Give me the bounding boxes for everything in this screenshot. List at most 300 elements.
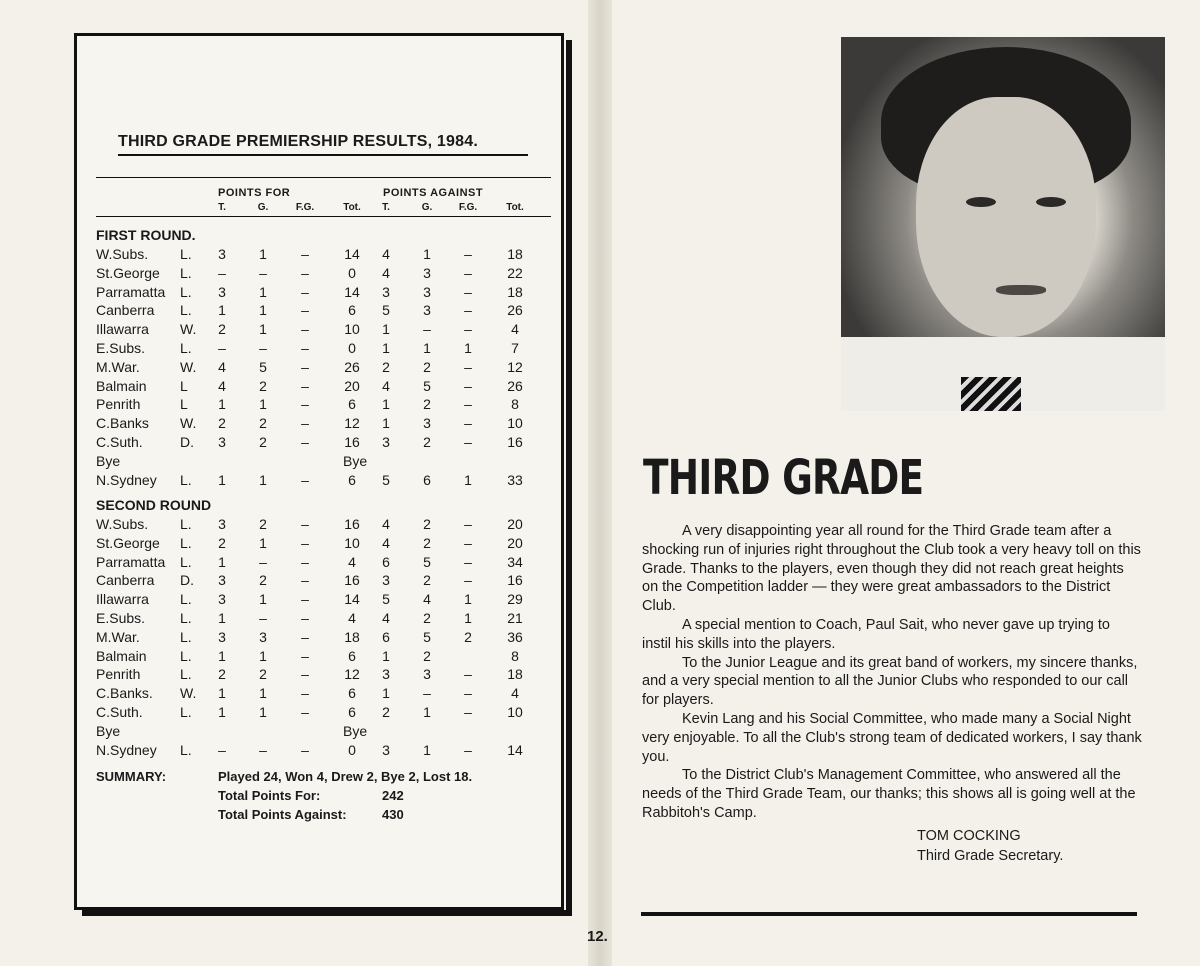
- score-cell: 2: [218, 321, 226, 338]
- team-name: C.Banks: [96, 415, 149, 432]
- column-subheader: G.: [257, 202, 269, 213]
- score-cell: 1: [218, 647, 226, 664]
- score-cell: 6: [348, 396, 356, 413]
- team-name: Illawarra: [96, 591, 149, 608]
- score-cell: –: [464, 321, 472, 338]
- table-row: [0, 321, 600, 340]
- team-name: Penrith: [96, 396, 141, 413]
- result: L: [180, 377, 188, 394]
- score-cell: 1: [464, 591, 472, 608]
- signature-title: Third Grade Secretary.: [917, 848, 1064, 864]
- score-cell: –: [301, 591, 309, 608]
- score-cell: 6: [348, 302, 356, 319]
- team-name: E.Subs.: [96, 340, 146, 356]
- score-cell: 2: [423, 516, 431, 532]
- team-name: Bye: [96, 452, 121, 469]
- result: L: [180, 396, 188, 413]
- score-cell: –: [301, 340, 309, 356]
- score-cell: –: [464, 704, 472, 720]
- points-for-total-label: Total Points For:: [218, 788, 321, 803]
- score-cell: 3: [423, 283, 431, 300]
- table-row: [0, 610, 600, 629]
- table-row: [0, 704, 600, 723]
- score-cell: –: [301, 358, 309, 375]
- score-cell: –: [301, 246, 309, 262]
- score-cell: –: [301, 628, 309, 645]
- score-cell: 1: [382, 321, 390, 338]
- score-cell: –: [301, 610, 309, 626]
- header-bottom-rule: [96, 216, 551, 217]
- team-name: C.Suth.: [96, 704, 143, 720]
- column-subheader: T.: [218, 202, 226, 213]
- score-cell: –: [464, 246, 472, 262]
- score-cell: 6: [348, 704, 356, 720]
- table-row: [0, 554, 600, 573]
- score-cell: 1: [423, 340, 431, 356]
- score-cell: 1: [464, 610, 472, 626]
- score-cell: 2: [423, 572, 431, 589]
- score-cell: –: [423, 321, 431, 338]
- team-name: St.George: [96, 264, 160, 281]
- table-row: [0, 648, 600, 667]
- score-cell: 18: [507, 666, 523, 683]
- score-cell: 1: [218, 302, 226, 319]
- team-name: C.Suth.: [96, 434, 143, 450]
- team-name: St.George: [96, 534, 160, 551]
- table-row: [0, 265, 600, 284]
- score-cell: 6: [423, 471, 431, 488]
- score-cell: 6: [382, 628, 390, 645]
- score-cell: 8: [511, 396, 519, 413]
- score-cell: 1: [382, 340, 390, 356]
- score-cell: –: [301, 396, 309, 413]
- team-name: Canberra: [96, 572, 155, 589]
- score-cell: 14: [344, 246, 360, 262]
- score-cell: 16: [507, 434, 523, 450]
- title-underline: [118, 154, 528, 156]
- score-cell: 5: [382, 471, 390, 488]
- team-name: Parramatta: [96, 553, 166, 570]
- score-cell: 18: [507, 283, 523, 300]
- score-cell: 2: [259, 415, 267, 432]
- article-heading: THIRD GRADE: [643, 450, 924, 506]
- score-cell: –: [464, 666, 472, 683]
- score-cell: –: [464, 358, 472, 375]
- paragraph-1: A very disappointing year all round for the Third Grade team after a shocking run of injuries right throughout the Club took a very heavy toll on this Grade. Thanks to the players, even though they did not reach great heights on the Competition ladder — they were great ambassadors to the District Club.: [642, 523, 1141, 615]
- score-cell: 14: [507, 741, 523, 758]
- score-cell: 2: [259, 516, 267, 532]
- score-cell: –: [259, 340, 267, 356]
- score-cell: 12: [507, 358, 523, 375]
- score-cell: 1: [259, 471, 267, 488]
- score-cell: 3: [218, 628, 226, 645]
- score-cell: –: [301, 302, 309, 319]
- score-cell: 8: [511, 647, 519, 664]
- paragraph-5: To the District Club's Management Committee, who answered all the needs of the Third Grade Team, our thanks; this shows all is going well at the Rabbitoh's Camp.: [642, 767, 1136, 821]
- score-cell: –: [423, 685, 431, 702]
- score-cell: 2: [423, 358, 431, 375]
- result: L.: [180, 516, 192, 532]
- score-cell: 20: [507, 534, 523, 551]
- score-cell: 5: [382, 591, 390, 608]
- result: W.: [180, 358, 197, 375]
- score-cell: 1: [259, 246, 267, 262]
- score-cell: 1: [259, 647, 267, 664]
- score-cell: 18: [507, 246, 523, 262]
- points-for-header: POINTS FOR: [218, 187, 291, 199]
- score-cell: –: [259, 610, 267, 626]
- score-cell: –: [259, 741, 267, 758]
- score-cell: 2: [423, 434, 431, 450]
- score-cell: –: [301, 553, 309, 570]
- score-cell: 33: [507, 471, 523, 488]
- score-cell: –: [301, 264, 309, 281]
- team-name: M.War.: [96, 358, 140, 375]
- team-name: E.Subs.: [96, 610, 146, 626]
- result: D.: [180, 572, 194, 589]
- team-name: N.Sydney: [96, 741, 157, 758]
- score-cell: 10: [507, 415, 523, 432]
- team-name: C.Banks.: [96, 685, 153, 702]
- score-cell: –: [464, 516, 472, 532]
- signature-name: TOM COCKING: [917, 828, 1021, 844]
- score-cell: –: [301, 377, 309, 394]
- table-row: [0, 742, 600, 761]
- score-cell: 3: [423, 415, 431, 432]
- photo-tie: [961, 377, 1021, 411]
- score-cell: –: [464, 415, 472, 432]
- score-cell: 5: [423, 553, 431, 570]
- result: L.: [180, 340, 192, 356]
- score-cell: 1: [218, 704, 226, 720]
- score-cell: –: [301, 666, 309, 683]
- score-cell: 2: [382, 358, 390, 375]
- team-name: Penrith: [96, 666, 141, 683]
- score-cell: 16: [507, 572, 523, 589]
- score-cell: 1: [259, 685, 267, 702]
- points-against-total-label: Total Points Against:: [218, 807, 347, 822]
- score-cell: 4: [348, 553, 356, 570]
- score-cell: 4: [348, 610, 356, 626]
- summary-label: SUMMARY:: [96, 769, 167, 784]
- score-cell: 3: [382, 666, 390, 683]
- result: W.: [180, 321, 197, 338]
- result: L.: [180, 471, 192, 488]
- score-cell: 1: [423, 246, 431, 262]
- score-cell: 3: [423, 302, 431, 319]
- team-name: Balmain: [96, 647, 147, 664]
- points-against-total: 430: [382, 807, 404, 822]
- score-cell: 1: [382, 685, 390, 702]
- table-row: [0, 666, 600, 685]
- paragraph-4: Kevin Lang and his Social Committee, who made many a Social Night very enjoyable. To all the Club's strong team of dedicated workers, I say thank you.: [642, 710, 1142, 765]
- score-cell: 7: [511, 340, 519, 356]
- result: W.: [180, 685, 197, 702]
- score-cell: –: [301, 741, 309, 758]
- result: L.: [180, 264, 192, 281]
- table-row: [0, 591, 600, 610]
- score-cell: 2: [218, 666, 226, 683]
- score-cell: 3: [218, 283, 226, 300]
- team-name: W.Subs.: [96, 516, 149, 532]
- column-subheader: G.: [421, 202, 433, 213]
- score-cell: 2: [423, 647, 431, 664]
- score-cell: 1: [218, 396, 226, 413]
- score-cell: 0: [348, 741, 356, 758]
- column-subheader: Tot.: [506, 202, 524, 213]
- score-cell: –: [218, 741, 226, 758]
- score-cell: 3: [259, 628, 267, 645]
- result: L.: [180, 553, 192, 570]
- score-cell: 3: [382, 283, 390, 300]
- score-cell: 1: [218, 553, 226, 570]
- table-row: [0, 572, 600, 591]
- score-cell: 1: [423, 704, 431, 720]
- team-name: Illawarra: [96, 321, 149, 338]
- score-cell: Bye: [343, 452, 368, 469]
- result: L.: [180, 283, 192, 300]
- points-for-total: 242: [382, 788, 404, 803]
- score-cell: 4: [423, 591, 431, 608]
- score-cell: –: [301, 516, 309, 532]
- page-gutter: [588, 0, 612, 966]
- summary-record: Played 24, Won 4, Drew 2, Bye 2, Lost 18.: [218, 769, 473, 784]
- score-cell: 2: [382, 704, 390, 720]
- score-cell: 18: [344, 628, 360, 645]
- score-cell: 12: [344, 666, 360, 683]
- column-subheader: F.G.: [458, 202, 478, 213]
- score-cell: –: [301, 572, 309, 589]
- score-cell: 4: [511, 685, 519, 702]
- score-cell: –: [301, 647, 309, 664]
- score-cell: 2: [218, 415, 226, 432]
- score-cell: 3: [382, 572, 390, 589]
- score-cell: 2: [423, 534, 431, 551]
- score-cell: –: [301, 283, 309, 300]
- score-cell: 2: [259, 572, 267, 589]
- table-row: [0, 396, 600, 415]
- table-row: [0, 516, 600, 535]
- score-cell: 1: [382, 415, 390, 432]
- score-cell: 3: [382, 434, 390, 450]
- score-cell: 16: [344, 516, 360, 532]
- score-cell: –: [259, 264, 267, 281]
- frame-shadow-bottom: [82, 910, 572, 916]
- score-cell: –: [218, 264, 226, 281]
- score-cell: 1: [259, 283, 267, 300]
- score-cell: 2: [464, 628, 472, 645]
- score-cell: 4: [382, 377, 390, 394]
- score-cell: 3: [218, 516, 226, 532]
- score-cell: 1: [218, 610, 226, 626]
- score-cell: 4: [382, 246, 390, 262]
- points-against-header: POINTS AGAINST: [383, 187, 484, 199]
- score-cell: 6: [348, 647, 356, 664]
- score-cell: 2: [259, 434, 267, 450]
- score-cell: –: [464, 572, 472, 589]
- score-cell: –: [301, 685, 309, 702]
- score-cell: 1: [382, 396, 390, 413]
- team-name: N.Sydney: [96, 471, 157, 488]
- score-cell: –: [464, 264, 472, 281]
- score-cell: 1: [259, 396, 267, 413]
- team-name: M.War.: [96, 628, 140, 645]
- score-cell: –: [464, 434, 472, 450]
- score-cell: 2: [423, 396, 431, 413]
- result: L.: [180, 610, 192, 626]
- score-cell: –: [464, 534, 472, 551]
- result: L.: [180, 628, 192, 645]
- result: L.: [180, 647, 192, 664]
- score-cell: 1: [218, 471, 226, 488]
- portrait-photo: [841, 37, 1165, 411]
- score-cell: 12: [344, 415, 360, 432]
- result: L.: [180, 704, 192, 720]
- score-cell: 26: [507, 377, 523, 394]
- score-cell: 10: [344, 321, 360, 338]
- table-row: [0, 302, 600, 321]
- result: D.: [180, 434, 194, 450]
- score-cell: 2: [218, 534, 226, 551]
- score-cell: 4: [218, 358, 226, 375]
- score-cell: 1: [464, 471, 472, 488]
- score-cell: 4: [382, 610, 390, 626]
- score-cell: 4: [218, 377, 226, 394]
- score-cell: –: [464, 741, 472, 758]
- team-name: Parramatta: [96, 283, 166, 300]
- table-row: [0, 359, 600, 378]
- score-cell: 22: [507, 264, 523, 281]
- score-cell: 1: [259, 591, 267, 608]
- result: W.: [180, 415, 197, 432]
- score-cell: –: [464, 396, 472, 413]
- column-subheader: Tot.: [343, 202, 361, 213]
- score-cell: –: [301, 434, 309, 450]
- team-name: Canberra: [96, 302, 155, 319]
- score-cell: 29: [507, 591, 523, 608]
- score-cell: 21: [507, 610, 523, 626]
- result: L.: [180, 246, 192, 262]
- table-row: [0, 453, 600, 472]
- score-cell: 5: [259, 358, 267, 375]
- score-cell: 1: [423, 741, 431, 758]
- photo-mouth: [996, 285, 1046, 295]
- score-cell: –: [301, 704, 309, 720]
- team-name: W.Subs.: [96, 246, 149, 262]
- table-row: [0, 246, 600, 265]
- score-cell: 36: [507, 628, 523, 645]
- score-cell: 1: [218, 685, 226, 702]
- score-cell: 0: [348, 340, 356, 356]
- score-cell: 0: [348, 264, 356, 281]
- column-subheader: F.G.: [295, 202, 315, 213]
- score-cell: 1: [259, 321, 267, 338]
- table-row: [0, 535, 600, 554]
- score-cell: 10: [507, 704, 523, 720]
- score-cell: 6: [382, 553, 390, 570]
- score-cell: 4: [382, 516, 390, 532]
- page-number: 12.: [587, 928, 608, 945]
- table-row: [0, 685, 600, 704]
- column-subheader: T.: [382, 202, 390, 213]
- table-row: [0, 284, 600, 303]
- score-cell: –: [464, 685, 472, 702]
- score-cell: 3: [218, 246, 226, 262]
- score-cell: 34: [507, 553, 523, 570]
- score-cell: –: [301, 415, 309, 432]
- score-cell: 14: [344, 591, 360, 608]
- score-cell: 10: [344, 534, 360, 551]
- score-cell: 5: [382, 302, 390, 319]
- score-cell: 20: [507, 516, 523, 532]
- score-cell: 3: [423, 666, 431, 683]
- score-cell: –: [301, 534, 309, 551]
- score-cell: 1: [382, 647, 390, 664]
- score-cell: –: [464, 553, 472, 570]
- score-cell: 3: [382, 741, 390, 758]
- table-row: [0, 472, 600, 491]
- result: L.: [180, 534, 192, 551]
- article-body: [642, 522, 1142, 823]
- score-cell: –: [218, 340, 226, 356]
- first-round-label: FIRST ROUND.: [96, 227, 196, 243]
- table-row: [0, 415, 600, 434]
- score-cell: 3: [218, 434, 226, 450]
- result: L.: [180, 591, 192, 608]
- photo-eye-left: [966, 197, 996, 207]
- score-cell: 6: [348, 685, 356, 702]
- team-name: Bye: [96, 722, 121, 739]
- score-cell: 4: [382, 264, 390, 281]
- table-row: [0, 340, 600, 359]
- score-cell: 26: [344, 358, 360, 375]
- score-cell: 5: [423, 377, 431, 394]
- result: L.: [180, 302, 192, 319]
- results-title: THIRD GRADE PREMIERSHIP RESULTS, 1984.: [118, 133, 478, 150]
- score-cell: 1: [259, 534, 267, 551]
- score-cell: 6: [348, 471, 356, 488]
- score-cell: –: [259, 553, 267, 570]
- score-cell: 1: [464, 340, 472, 356]
- table-top-rule: [96, 177, 551, 178]
- photo-eye-right: [1036, 197, 1066, 207]
- score-cell: –: [301, 321, 309, 338]
- score-cell: 16: [344, 434, 360, 450]
- team-name: Balmain: [96, 377, 147, 394]
- score-cell: 2: [259, 377, 267, 394]
- score-cell: –: [464, 302, 472, 319]
- score-cell: –: [464, 283, 472, 300]
- bottom-rule: [641, 912, 1137, 916]
- score-cell: 5: [423, 628, 431, 645]
- second-round-label: SECOND ROUND: [96, 497, 212, 513]
- result: L.: [180, 666, 192, 683]
- score-cell: 4: [511, 321, 519, 338]
- score-cell: 3: [423, 264, 431, 281]
- score-cell: –: [464, 377, 472, 394]
- score-cell: Bye: [343, 722, 368, 739]
- score-cell: 14: [344, 283, 360, 300]
- score-cell: 3: [218, 572, 226, 589]
- table-row: [0, 434, 600, 453]
- score-cell: 1: [259, 302, 267, 319]
- paragraph-2: A special mention to Coach, Paul Sait, who never gave up trying to instil his skills into the players.: [642, 616, 1110, 652]
- table-row: [0, 378, 600, 397]
- score-cell: 4: [382, 534, 390, 551]
- score-cell: 26: [507, 302, 523, 319]
- score-cell: –: [301, 471, 309, 488]
- score-cell: 3: [218, 591, 226, 608]
